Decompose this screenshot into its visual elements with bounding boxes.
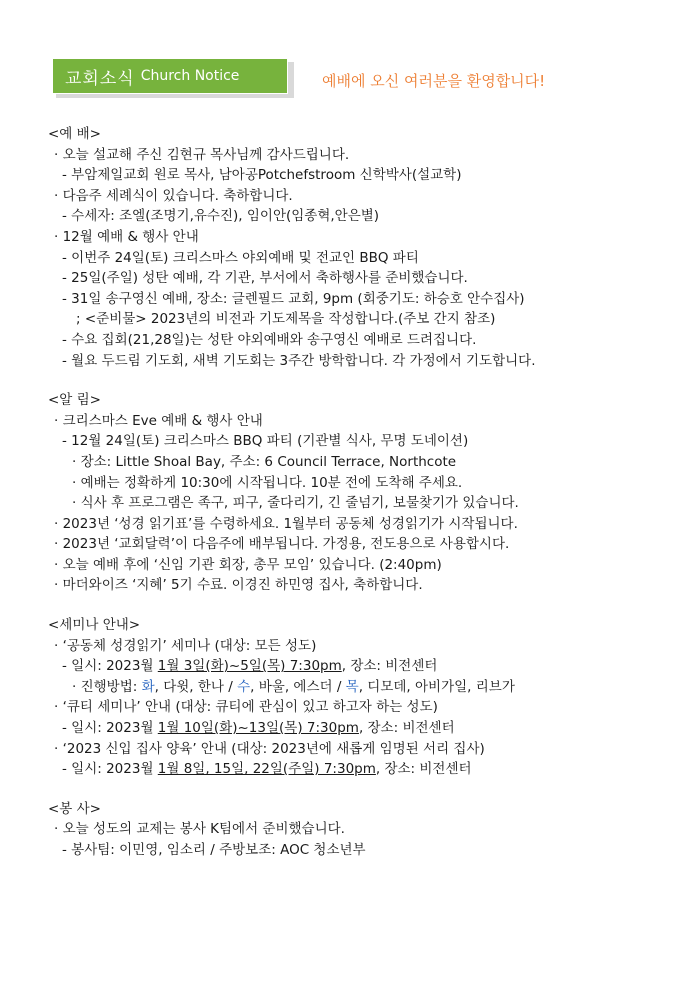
header-box: [52, 58, 288, 94]
list-item: · 장소: Little Shoal Bay, 주소: 6 Council Terrace, Northcote: [72, 453, 457, 470]
list-item: - 부암제일교회 원로 목사, 남아공Potchefstroom 신학박사(설교학): [62, 167, 462, 184]
list-item: · 오늘 설교해 주신 김현규 목사님께 감사드립니다.: [54, 146, 350, 163]
schedule-place: , 장소: 비전센터: [375, 761, 472, 778]
day-thursday: 목: [345, 678, 359, 695]
welcome-message: 예배에 오신 여러분을 환영합니다!: [322, 72, 546, 90]
list-item: - 12월 24일(토) 크리스마스 BBQ 파티 (기관별 식사, 무명 도네이션): [62, 433, 469, 450]
list-item: - 봉사팀: 이민영, 임소리 / 주방보조: AOC 청소년부: [62, 842, 366, 858]
section-heading: <예 배>: [48, 126, 101, 142]
schedule-place: , 장소: 비전센터: [341, 658, 438, 675]
header-title-korean: 교회소식: [65, 68, 135, 89]
list-item: · 식사 후 프로그램은 족구, 피구, 줄다리기, 긴 줄넘기, 보물찾기가 있습니다.: [72, 495, 519, 512]
bulletin-content: [48, 124, 668, 861]
list-item: - 이번주 24일(토) 크리스마스 야외예배 및 전교인 BBQ 파티: [62, 249, 419, 266]
list-item: - 31일 송구영신 예배, 장소: 글렌필드 교회, 9pm (회중기도: 하승호 안수집사): [62, 290, 525, 307]
list-item: - 수요 집회(21,28일)는 성탄 야외예배와 송구영신 예배로 드려집니다.: [62, 331, 477, 348]
list-item: · ‘공동체 성경읽기’ 세미나 (대상: 모든 성도): [54, 637, 317, 654]
schedule-date: 1월 3일(화)~5일(목) 7:30pm: [157, 658, 342, 675]
list-item: [48, 677, 668, 698]
schedule-label: - 일시: 2023월: [62, 720, 158, 737]
service-section: [48, 799, 668, 861]
list-item: · 예배는 정확하게 10:30에 시작됩니다. 10분 전에 도착해 주세요.: [72, 474, 463, 491]
section-heading: <세미나 안내>: [48, 617, 141, 634]
section-heading: <알 림>: [48, 392, 101, 409]
list-item: · 크리스마스 Eve 예배 & 행사 안내: [54, 412, 263, 429]
schedule-label: - 일시: 2023월: [62, 658, 158, 675]
list-item: · 2023년 ‘성경 읽기표’를 수령하세요. 1월부터 공동체 성경읽기가 시작됩니다.: [54, 515, 518, 532]
list-item: · 12월 예배 & 행사 안내: [54, 228, 199, 245]
list-item: · 마더와이즈 ‘지혜’ 5기 수료. 이경진 하민영 집사, 축하합니다.: [54, 577, 423, 594]
list-item: - 25일(주일) 성탄 예배, 각 기관, 부서에서 축하행사를 준비했습니다.: [62, 270, 468, 287]
church-notice-header: [52, 58, 294, 98]
list-item: [48, 656, 668, 677]
list-item: [48, 718, 668, 739]
list-item: · 오늘 예배 후에 ‘신임 기관 회장, 총무 모임’ 있습니다. (2:40pm): [54, 556, 442, 573]
day-wednesday: 수: [237, 678, 251, 695]
method-text: , 다윗, 한나 /: [154, 678, 238, 695]
list-item: ; <준비물> 2023년의 비전과 기도제목을 작성합니다.(주보 간지 참조): [76, 311, 496, 328]
section-heading: <봉 사>: [48, 800, 101, 817]
method-text: , 디모데, 아비가일, 리브가: [358, 678, 515, 695]
list-item: · 2023년 ‘교회달력’이 다음주에 배부됩니다. 가정용, 전도용으로 사용합시다.: [54, 536, 510, 553]
schedule-label: - 일시: 2023월: [62, 761, 158, 778]
schedule-date: 1월 8일, 15일, 22일(주일) 7:30pm: [157, 761, 376, 778]
schedule-date: 1월 10일(화)~13일(목) 7:30pm: [157, 720, 359, 737]
schedule-place: , 장소: 비전센터: [358, 720, 455, 737]
list-item: - 수세자: 조엘(조명기,유수진), 임이안(임종혁,안은별): [62, 208, 380, 225]
list-item: · ‘2023 신입 집사 양육’ 안내 (대상: 2023년에 새롭게 임명된 서리 집사): [54, 740, 485, 757]
method-label: · 진행방법:: [72, 678, 142, 695]
list-item: - 월요 두드림 기도회, 새벽 기도회는 3주간 방학합니다. 각 가정에서 기도합니다.: [62, 352, 536, 369]
list-item: · 오늘 성도의 교제는 봉사 K팀에서 준비했습니다.: [54, 821, 345, 838]
list-item: · 다음주 세례식이 있습니다. 축하합니다.: [54, 187, 293, 204]
seminar-section: [48, 615, 668, 780]
header-title-english: Church Notice: [140, 68, 240, 84]
list-item: [48, 759, 668, 780]
list-item: · ‘큐티 세미나’ 안내 (대상: 큐티에 관심이 있고 하고자 하는 성도): [54, 699, 438, 716]
notice-section: [48, 390, 668, 596]
method-text: , 바울, 에스더 /: [250, 678, 346, 695]
worship-section: [48, 124, 668, 371]
day-tuesday: 화: [141, 678, 155, 695]
